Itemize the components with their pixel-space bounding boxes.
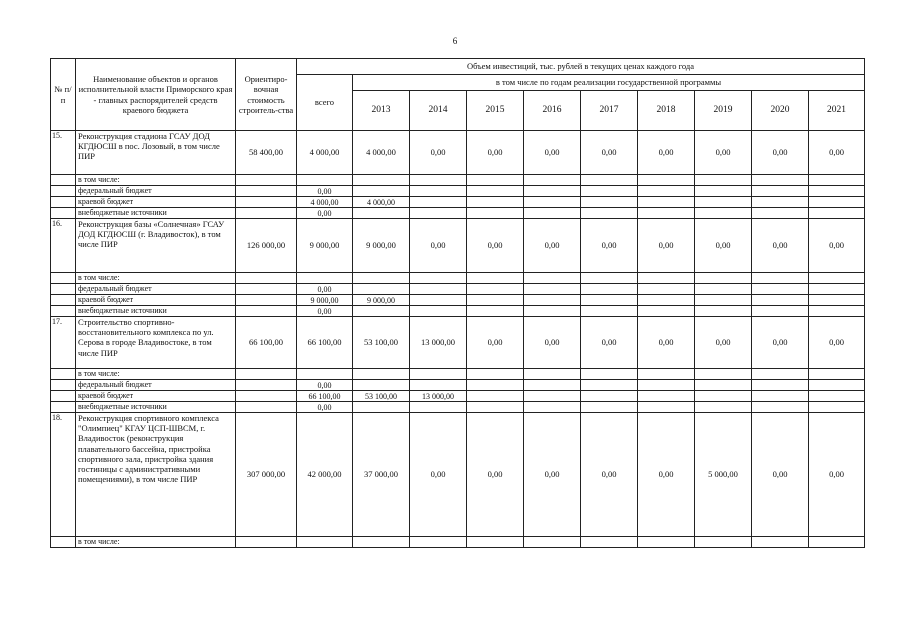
row-number: 15. bbox=[51, 131, 76, 175]
funding-year-value bbox=[638, 306, 695, 317]
funding-year-value bbox=[467, 175, 524, 186]
funding-year-value bbox=[410, 186, 467, 197]
funding-year-value bbox=[695, 306, 752, 317]
funding-year-value bbox=[581, 306, 638, 317]
year-value: 0,00 bbox=[410, 131, 467, 175]
sub-row-incl bbox=[51, 273, 865, 284]
year-value: 0,00 bbox=[581, 413, 638, 537]
funding-total: 9 000,00 bbox=[297, 295, 353, 306]
object-name: Реконструкция базы «Солнечная» ГСАУ ДОД КГДЮСШ (г. Владивосток), в том числе ПИР bbox=[76, 219, 236, 273]
year-value: 0,00 bbox=[467, 131, 524, 175]
funding-year-value bbox=[467, 273, 524, 284]
funding-total: 0,00 bbox=[297, 186, 353, 197]
funding-year-value bbox=[581, 273, 638, 284]
funding-year-value bbox=[353, 186, 410, 197]
funding-total bbox=[297, 537, 353, 548]
funding-year-value bbox=[581, 208, 638, 219]
header-cost: Ориентиро-вочная стоимость строитель-ства bbox=[236, 59, 297, 131]
estimated-cost bbox=[236, 391, 297, 402]
funding-year-value bbox=[752, 380, 809, 391]
funding-year-value bbox=[353, 380, 410, 391]
funding-year-value bbox=[752, 295, 809, 306]
header-year: 2017 bbox=[581, 91, 638, 131]
year-value: 0,00 bbox=[638, 131, 695, 175]
funding-year-value bbox=[353, 369, 410, 380]
year-value: 0,00 bbox=[581, 317, 638, 369]
funding-year-value: 53 100,00 bbox=[353, 391, 410, 402]
year-value: 0,00 bbox=[524, 131, 581, 175]
funding-year-value bbox=[353, 306, 410, 317]
funding-year-value bbox=[638, 369, 695, 380]
funding-year-value bbox=[752, 208, 809, 219]
header-year: 2019 bbox=[695, 91, 752, 131]
table-body bbox=[51, 59, 865, 548]
estimated-cost bbox=[236, 273, 297, 284]
year-value: 0,00 bbox=[581, 219, 638, 273]
funding-year-value bbox=[410, 273, 467, 284]
year-value: 0,00 bbox=[467, 413, 524, 537]
funding-year-value bbox=[752, 402, 809, 413]
funding-year-value bbox=[353, 284, 410, 295]
funding-year-value bbox=[467, 537, 524, 548]
funding-year-value bbox=[524, 186, 581, 197]
funding-year-value: 4 000,00 bbox=[353, 197, 410, 208]
row-number bbox=[51, 284, 76, 295]
funding-year-value bbox=[638, 197, 695, 208]
funding-year-value bbox=[524, 369, 581, 380]
row-number bbox=[51, 208, 76, 219]
funding-year-value bbox=[467, 197, 524, 208]
year-value: 4 000,00 bbox=[353, 131, 410, 175]
table-row bbox=[51, 317, 865, 369]
year-value: 5 000,00 bbox=[695, 413, 752, 537]
funding-year-value bbox=[524, 306, 581, 317]
sub-row-extra bbox=[51, 306, 865, 317]
estimated-cost bbox=[236, 186, 297, 197]
row-number bbox=[51, 537, 76, 548]
funding-year-value bbox=[353, 208, 410, 219]
funding-year-value bbox=[695, 208, 752, 219]
funding-year-value bbox=[638, 186, 695, 197]
funding-year-value bbox=[581, 391, 638, 402]
funding-total: 66 100,00 bbox=[297, 391, 353, 402]
funding-total bbox=[297, 273, 353, 284]
funding-label: в том числе: bbox=[76, 369, 236, 380]
year-value: 0,00 bbox=[410, 219, 467, 273]
funding-year-value bbox=[524, 175, 581, 186]
funding-year-value bbox=[467, 380, 524, 391]
estimated-cost bbox=[236, 175, 297, 186]
sub-row-incl bbox=[51, 175, 865, 186]
row-number bbox=[51, 295, 76, 306]
funding-year-value bbox=[752, 306, 809, 317]
funding-year-value bbox=[752, 186, 809, 197]
funding-year-value bbox=[752, 175, 809, 186]
funding-year-value bbox=[809, 402, 865, 413]
estimated-cost bbox=[236, 402, 297, 413]
funding-year-value bbox=[809, 197, 865, 208]
header-year: 2014 bbox=[410, 91, 467, 131]
funding-year-value bbox=[809, 380, 865, 391]
funding-year-value bbox=[353, 175, 410, 186]
funding-year-value bbox=[581, 197, 638, 208]
estimated-cost bbox=[236, 197, 297, 208]
funding-year-value bbox=[353, 402, 410, 413]
header-year: 2021 bbox=[809, 91, 865, 131]
sub-row-regional bbox=[51, 391, 865, 402]
row-number bbox=[51, 197, 76, 208]
funding-year-value bbox=[467, 306, 524, 317]
funding-year-value bbox=[467, 402, 524, 413]
estimated-cost bbox=[236, 295, 297, 306]
sub-row-federal bbox=[51, 380, 865, 391]
funding-year-value bbox=[695, 295, 752, 306]
funding-year-value bbox=[524, 537, 581, 548]
header-row bbox=[51, 59, 865, 75]
funding-year-value bbox=[809, 537, 865, 548]
funding-label: федеральный бюджет bbox=[76, 186, 236, 197]
year-value: 0,00 bbox=[524, 317, 581, 369]
funding-year-value bbox=[524, 197, 581, 208]
funding-year-value bbox=[695, 537, 752, 548]
header-year: 2020 bbox=[752, 91, 809, 131]
funding-label: федеральный бюджет bbox=[76, 380, 236, 391]
funding-year-value bbox=[809, 369, 865, 380]
funding-year-value bbox=[467, 369, 524, 380]
funding-year-value bbox=[467, 186, 524, 197]
table-row bbox=[51, 219, 865, 273]
header-year: 2016 bbox=[524, 91, 581, 131]
funding-year-value bbox=[524, 284, 581, 295]
header-year: 2018 bbox=[638, 91, 695, 131]
funding-label: в том числе: bbox=[76, 537, 236, 548]
funding-year-value bbox=[638, 175, 695, 186]
funding-label: внебюджетные источники bbox=[76, 402, 236, 413]
row-number bbox=[51, 306, 76, 317]
funding-year-value bbox=[638, 208, 695, 219]
sub-row-extra bbox=[51, 402, 865, 413]
funding-year-value bbox=[809, 295, 865, 306]
year-value: 0,00 bbox=[809, 413, 865, 537]
investment-total: 9 000,00 bbox=[297, 219, 353, 273]
sub-row-incl bbox=[51, 537, 865, 548]
year-value: 0,00 bbox=[809, 317, 865, 369]
funding-label: краевой бюджет bbox=[76, 295, 236, 306]
funding-year-value bbox=[809, 208, 865, 219]
header-year: 2015 bbox=[467, 91, 524, 131]
funding-year-value bbox=[752, 537, 809, 548]
funding-year-value bbox=[752, 391, 809, 402]
funding-year-value bbox=[410, 402, 467, 413]
investment-total: 4 000,00 bbox=[297, 131, 353, 175]
investment-total: 66 100,00 bbox=[297, 317, 353, 369]
year-value: 0,00 bbox=[638, 219, 695, 273]
funding-total: 0,00 bbox=[297, 208, 353, 219]
investment-total: 42 000,00 bbox=[297, 413, 353, 537]
funding-year-value bbox=[581, 295, 638, 306]
funding-label: федеральный бюджет bbox=[76, 284, 236, 295]
funding-year-value bbox=[581, 369, 638, 380]
year-value: 0,00 bbox=[638, 413, 695, 537]
estimated-cost: 307 000,00 bbox=[236, 413, 297, 537]
funding-year-value bbox=[410, 306, 467, 317]
estimated-cost bbox=[236, 284, 297, 295]
funding-year-value bbox=[353, 537, 410, 548]
funding-year-value bbox=[638, 380, 695, 391]
row-number bbox=[51, 273, 76, 284]
object-name: Строительство спортивно-восстановительного комплекса по ул. Серова в городе Владивостоке, в том числе ПИР bbox=[76, 317, 236, 369]
year-value: 0,00 bbox=[809, 219, 865, 273]
estimated-cost: 66 100,00 bbox=[236, 317, 297, 369]
row-number bbox=[51, 369, 76, 380]
funding-year-value bbox=[695, 197, 752, 208]
sub-row-federal bbox=[51, 186, 865, 197]
year-value: 0,00 bbox=[524, 413, 581, 537]
funding-year-value bbox=[524, 273, 581, 284]
funding-year-value bbox=[410, 197, 467, 208]
year-value: 53 100,00 bbox=[353, 317, 410, 369]
funding-year-value bbox=[524, 295, 581, 306]
funding-year-value: 13 000,00 bbox=[410, 391, 467, 402]
funding-year-value bbox=[524, 402, 581, 413]
estimated-cost bbox=[236, 369, 297, 380]
funding-year-value bbox=[467, 391, 524, 402]
funding-year-value bbox=[581, 186, 638, 197]
year-value: 0,00 bbox=[752, 317, 809, 369]
funding-total: 0,00 bbox=[297, 402, 353, 413]
row-number bbox=[51, 391, 76, 402]
table-row bbox=[51, 413, 865, 537]
header-number: № п/п bbox=[51, 59, 76, 131]
funding-year-value bbox=[410, 208, 467, 219]
funding-year-value bbox=[524, 391, 581, 402]
year-value: 9 000,00 bbox=[353, 219, 410, 273]
row-number bbox=[51, 175, 76, 186]
funding-year-value bbox=[809, 284, 865, 295]
sub-row-incl bbox=[51, 369, 865, 380]
header-investment: Объем инвестиций, тыс. рублей в текущих ценах каждого года bbox=[297, 59, 865, 75]
funding-year-value bbox=[410, 380, 467, 391]
table-row bbox=[51, 131, 865, 175]
funding-label: внебюджетные источники bbox=[76, 306, 236, 317]
funding-total: 0,00 bbox=[297, 284, 353, 295]
funding-year-value bbox=[410, 369, 467, 380]
funding-year-value bbox=[695, 402, 752, 413]
funding-year-value bbox=[695, 391, 752, 402]
row-number bbox=[51, 402, 76, 413]
funding-year-value bbox=[467, 295, 524, 306]
funding-year-value bbox=[467, 208, 524, 219]
funding-year-value: 9 000,00 bbox=[353, 295, 410, 306]
header-total: всего bbox=[297, 75, 353, 131]
funding-year-value bbox=[410, 284, 467, 295]
funding-total: 4 000,00 bbox=[297, 197, 353, 208]
estimated-cost bbox=[236, 537, 297, 548]
funding-year-value bbox=[752, 197, 809, 208]
funding-year-value bbox=[809, 273, 865, 284]
funding-year-value bbox=[752, 273, 809, 284]
header-year: 2013 bbox=[353, 91, 410, 131]
object-name: Реконструкция спортивного комплекса "Олимпиец" КГАУ ЦСП-ШВСМ, г. Владивосток (реконструкция плавательного бассейна, пристройка спортивного зала, пристройка здания гостиницы с административными помещениями), в том числе ПИР bbox=[76, 413, 236, 537]
funding-label: краевой бюджет bbox=[76, 197, 236, 208]
funding-year-value bbox=[695, 380, 752, 391]
funding-year-value bbox=[638, 391, 695, 402]
year-value: 0,00 bbox=[752, 413, 809, 537]
year-value: 37 000,00 bbox=[353, 413, 410, 537]
funding-year-value bbox=[524, 208, 581, 219]
funding-year-value bbox=[467, 284, 524, 295]
header-name: Наименование объектов и органов исполнительной власти Приморского края - главных распорядителей средств краевого бюджета bbox=[76, 59, 236, 131]
funding-year-value bbox=[638, 295, 695, 306]
year-value: 0,00 bbox=[695, 317, 752, 369]
year-value: 13 000,00 bbox=[410, 317, 467, 369]
funding-year-value bbox=[695, 175, 752, 186]
funding-year-value bbox=[581, 175, 638, 186]
funding-label: в том числе: bbox=[76, 175, 236, 186]
estimated-cost bbox=[236, 208, 297, 219]
funding-total bbox=[297, 369, 353, 380]
funding-year-value bbox=[410, 295, 467, 306]
investment-table bbox=[50, 58, 865, 548]
funding-year-value bbox=[410, 537, 467, 548]
funding-total: 0,00 bbox=[297, 306, 353, 317]
funding-year-value bbox=[524, 380, 581, 391]
row-number bbox=[51, 186, 76, 197]
funding-year-value bbox=[638, 284, 695, 295]
funding-year-value bbox=[695, 273, 752, 284]
funding-year-value bbox=[809, 186, 865, 197]
funding-year-value bbox=[752, 369, 809, 380]
funding-total: 0,00 bbox=[297, 380, 353, 391]
year-value: 0,00 bbox=[410, 413, 467, 537]
sub-row-extra bbox=[51, 208, 865, 219]
funding-year-value bbox=[695, 186, 752, 197]
object-name: Реконструкция стадиона ГСАУ ДОД КГДЮСШ в пос. Лозовый, в том числе ПИР bbox=[76, 131, 236, 175]
funding-year-value bbox=[638, 273, 695, 284]
funding-year-value bbox=[581, 380, 638, 391]
funding-year-value bbox=[809, 391, 865, 402]
estimated-cost: 126 000,00 bbox=[236, 219, 297, 273]
year-value: 0,00 bbox=[638, 317, 695, 369]
estimated-cost bbox=[236, 306, 297, 317]
year-value: 0,00 bbox=[695, 219, 752, 273]
year-value: 0,00 bbox=[695, 131, 752, 175]
year-value: 0,00 bbox=[524, 219, 581, 273]
funding-year-value bbox=[581, 537, 638, 548]
row-number: 16. bbox=[51, 219, 76, 273]
funding-label: краевой бюджет bbox=[76, 391, 236, 402]
funding-year-value bbox=[638, 537, 695, 548]
year-value: 0,00 bbox=[581, 131, 638, 175]
funding-year-value bbox=[695, 284, 752, 295]
funding-total bbox=[297, 175, 353, 186]
page-number: 6 bbox=[452, 36, 458, 46]
row-number bbox=[51, 380, 76, 391]
year-value: 0,00 bbox=[752, 131, 809, 175]
funding-year-value bbox=[809, 175, 865, 186]
header-by-year: в том числе по годам реализации государственной программы bbox=[353, 75, 865, 91]
year-value: 0,00 bbox=[752, 219, 809, 273]
funding-year-value bbox=[752, 284, 809, 295]
sub-row-federal bbox=[51, 284, 865, 295]
funding-year-value bbox=[410, 175, 467, 186]
row-number: 18. bbox=[51, 413, 76, 537]
sub-row-regional bbox=[51, 295, 865, 306]
row-number: 17. bbox=[51, 317, 76, 369]
funding-label: в том числе: bbox=[76, 273, 236, 284]
sub-row-regional bbox=[51, 197, 865, 208]
funding-year-value bbox=[581, 284, 638, 295]
year-value: 0,00 bbox=[467, 317, 524, 369]
funding-year-value bbox=[695, 369, 752, 380]
funding-year-value bbox=[581, 402, 638, 413]
funding-year-value bbox=[638, 402, 695, 413]
year-value: 0,00 bbox=[809, 131, 865, 175]
funding-label: внебюджетные источники bbox=[76, 208, 236, 219]
estimated-cost: 58 400,00 bbox=[236, 131, 297, 175]
estimated-cost bbox=[236, 380, 297, 391]
funding-year-value bbox=[809, 306, 865, 317]
year-value: 0,00 bbox=[467, 219, 524, 273]
funding-year-value bbox=[353, 273, 410, 284]
